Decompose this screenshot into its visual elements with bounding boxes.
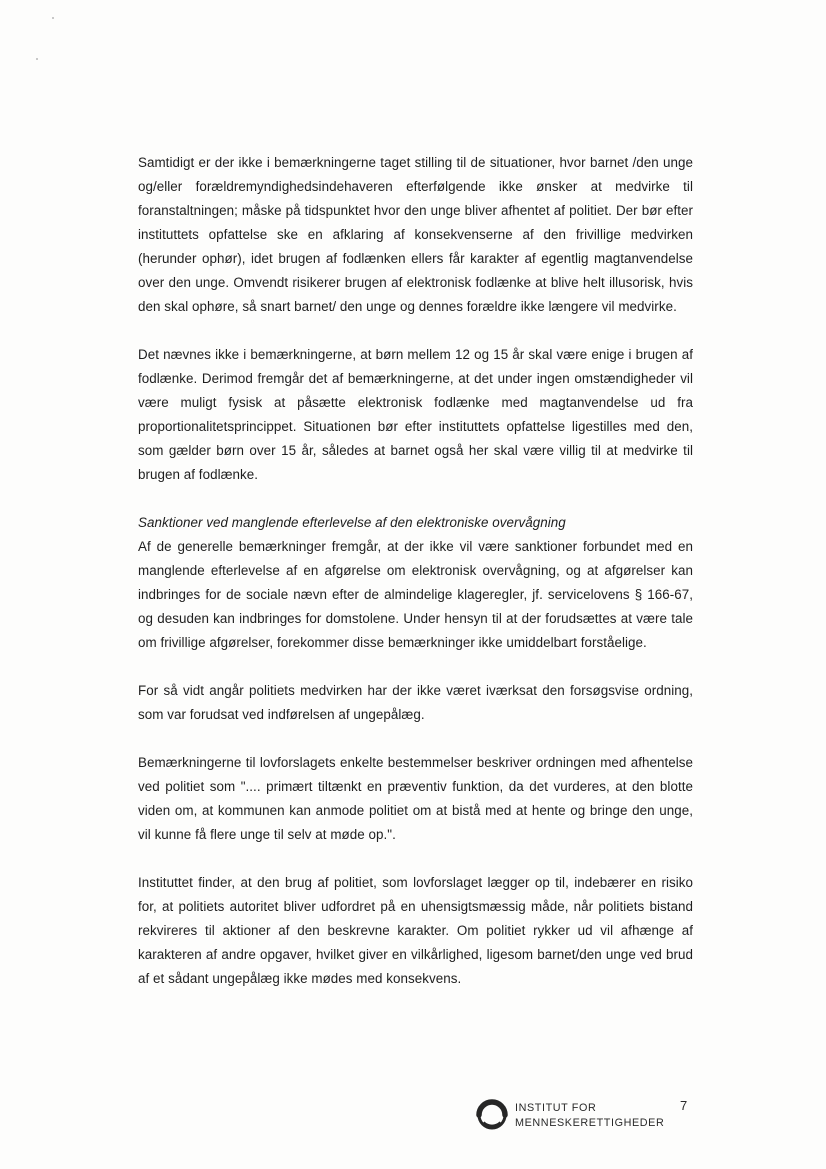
organization-name-line: INSTITUT FOR [515, 1102, 597, 1114]
paragraph: Det nævnes ikke i bemærkningerne, at børn mellem 12 og 15 år skal være enige i brugen af fodlænke. Derimod fremgår det af bemærkningerne, at det under ingen omstændigheder vil være muligt fysisk at påsætte elektronisk fodlænke med magtanvendelse ud fra proportionalitetsprincippet. Situationen bør efter instituttets opfattelse ligestilles med den, som gælder børn over 15 år, således at barnet også her skal være villig til at medvirke til brugen af fodlænke. [138, 347, 693, 482]
paragraph: For så vidt angår politiets medvirken har der ikke været iværksat den forsøgsvise ordning, som var forudsat ved indførelsen af ungepålæg. [138, 683, 693, 722]
paragraph-gap [138, 319, 693, 343]
organization-name-line: MENNESKERETTIGHEDER [515, 1117, 665, 1129]
page-number: 7 [680, 1098, 688, 1113]
paragraph: Af de generelle bemærkninger fremgår, at der ikke vil være sanktioner forbundet med en manglende efterlevelse af en afgørelse om elektronisk overvågning, og at afgørelser kan indbringes for de sociale nævn efter de almindelige klageregler, jf. servicelovens § 166-67, og desuden kan indbringes for domstolene. Under hensyn til at der forudsættes at være tale om frivillige afgørelser, forekommer disse bemærkninger ikke umiddelbart forståelige. [138, 539, 693, 650]
paragraph: Samtidigt er der ikke i bemærkningerne taget stilling til de situationer, hvor barnet /den unge og/eller forældremyndighedsindehaveren efterfølgende ikke ønsker at medvirke til foranstaltningen; måske på tidspunktet hvor den unge bliver afhentet af politiet. Der bør efter instituttets opfattelse ske en afklaring af konsekvenserne af den frivillige medvirken (herunder ophør), idet brugen af fodlænken ellers får karakter af egentlig magtanvendelse over den unge. Omvendt risikerer brugen af elektronisk fodlænke at blive helt illusorisk, hvis den skal ophøre, så snart barnet/ den unge og dennes forældre ikke længere vil medvirke. [138, 155, 693, 314]
page-footer [474, 1093, 704, 1137]
scan-speck [52, 17, 54, 19]
paragraph: Instituttet finder, at den brug af politiet, som lovforslaget lægger op til, indebærer en risiko for, at politiets autoritet bliver udfordret på en uhensigtsmæssig måde, når politiets bistand rekvireres til aktioner af den beskrevne karakter. Om politiet rykker ud vil afhænge af karakteren af andre opgaver, hvilket giver en vilkårlighed, ligesom barnet/den unge ved brud af et sådant ungepålæg ikke mødes med konsekvens. [138, 875, 693, 986]
paragraph-gap [138, 727, 693, 751]
paragraph-gap [138, 487, 693, 511]
paragraph: Bemærkningerne til lovforslagets enkelte bestemmelser beskriver ordningen med afhentelse ved politiet som ".... primært tiltænkt en præventiv funktion, da det vurderes, at den blotte viden om, at kommunen kan anmode politiet om at bistå med at hente og bringe den unge, vil kunne få flere unge til selv at møde op.". [138, 755, 693, 842]
paragraph-gap [138, 655, 693, 679]
document-body [138, 151, 693, 991]
ring-logo-icon [474, 1097, 510, 1133]
scan-speck [36, 58, 38, 60]
section-heading: Sanktioner ved manglende efterlevelse af den elektroniske overvågning [138, 515, 566, 530]
organization-name [515, 1101, 664, 1131]
paragraph-gap [138, 847, 693, 871]
